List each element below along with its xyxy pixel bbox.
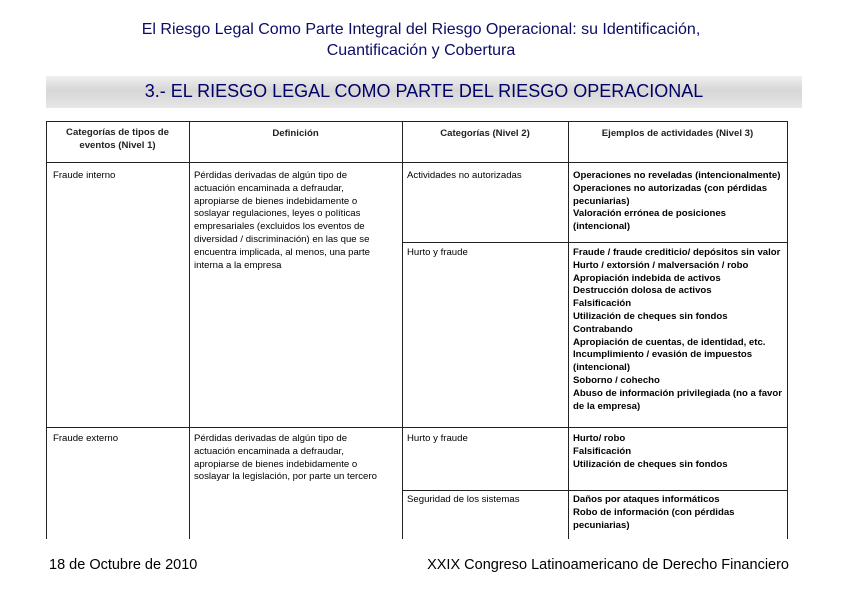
slide-title <box>40 19 802 61</box>
table-cell-definicion: Pérdidas derivadas de algún tipo de actuación encaminada a defraudar, apropiarse de bienes indebidamente o soslayar la legislación, por parte un tercero <box>194 433 377 483</box>
table-cell-nivel2: Seguridad de los sistemas <box>407 494 520 505</box>
table-header-nivel1: Categorías de tipos de eventos (Nivel 1) <box>66 127 169 151</box>
section-heading: 3.- EL RIESGO LEGAL COMO PARTE DEL RIESGO OPERACIONAL <box>144 81 704 101</box>
table-header-nivel2: Categorías (Nivel 2) <box>440 128 530 139</box>
table-cell-ejemplos: Fraude / fraude crediticio/ depósitos sin valor Hurto / extorsión / malversación / robo Apropiación indebida de activos Destrucción dolosa de activos Falsificación Utilización de cheques sin fondos Contrabando Apropiación de cuentas, de identidad, etc. Incumplimiento / evasión de impuestos (intencional) Soborno / cohecho Abuso de información privilegiada (no a favor de la empresa) <box>573 247 782 412</box>
table-col-divider <box>189 121 190 539</box>
footer-date: 18 de Octubre de 2010 <box>49 557 198 573</box>
table-cell-nivel2: Actividades no autorizadas <box>407 170 522 181</box>
table-border-left <box>46 121 47 539</box>
table-row-divider <box>46 427 788 428</box>
table-cell-nivel1: Fraude externo <box>53 433 119 444</box>
table-border-right <box>787 121 788 539</box>
table-cell-nivel2: Hurto y fraude <box>407 433 468 444</box>
footer-event: XXIX Congreso Latinoamericano de Derecho Financiero <box>427 557 789 573</box>
table-cell-nivel2: Hurto y fraude <box>407 247 468 258</box>
table-header-divider <box>46 162 788 163</box>
slide-title-line1: El Riesgo Legal Como Parte Integral del Riesgo Operacional: su Identificación, <box>141 21 701 38</box>
section-heading-band <box>46 76 802 108</box>
table-header-nivel3: Ejemplos de actividades (Nivel 3) <box>601 128 754 139</box>
slide-title-line2: Cuantificación y Cobertura <box>326 42 516 59</box>
table-header-definicion: Definición <box>272 128 319 139</box>
table-border-top <box>46 121 788 122</box>
table-cell-ejemplos: Hurto/ robo Falsificación Utilización de cheques sin fondos <box>573 433 728 470</box>
table-cell-ejemplos: Daños por ataques informáticos Robo de información (con pérdidas pecuniarias) <box>573 494 735 531</box>
table-cell-nivel1: Fraude interno <box>53 170 116 181</box>
table-sub-divider <box>402 490 788 491</box>
risk-categories-table <box>46 121 788 539</box>
table-cell-ejemplos: Operaciones no reveladas (intencionalmente) Operaciones no autorizadas (con pérdidas pecuniarias) Valoración errónea de posiciones (intencional) <box>573 170 781 233</box>
table-cell-definicion: Pérdidas derivadas de algún tipo de actuación encaminada a defraudar, apropiarse de bienes indebidamente o soslayar regulaciones, leyes o políticas empresariales (excluidos los eventos de diversidad / discriminación) en las que se encuentra implicada, al menos, una parte interna a la empresa <box>194 170 370 271</box>
table-col-divider <box>568 121 569 539</box>
table-col-divider <box>402 121 403 539</box>
table-sub-divider <box>402 242 788 243</box>
